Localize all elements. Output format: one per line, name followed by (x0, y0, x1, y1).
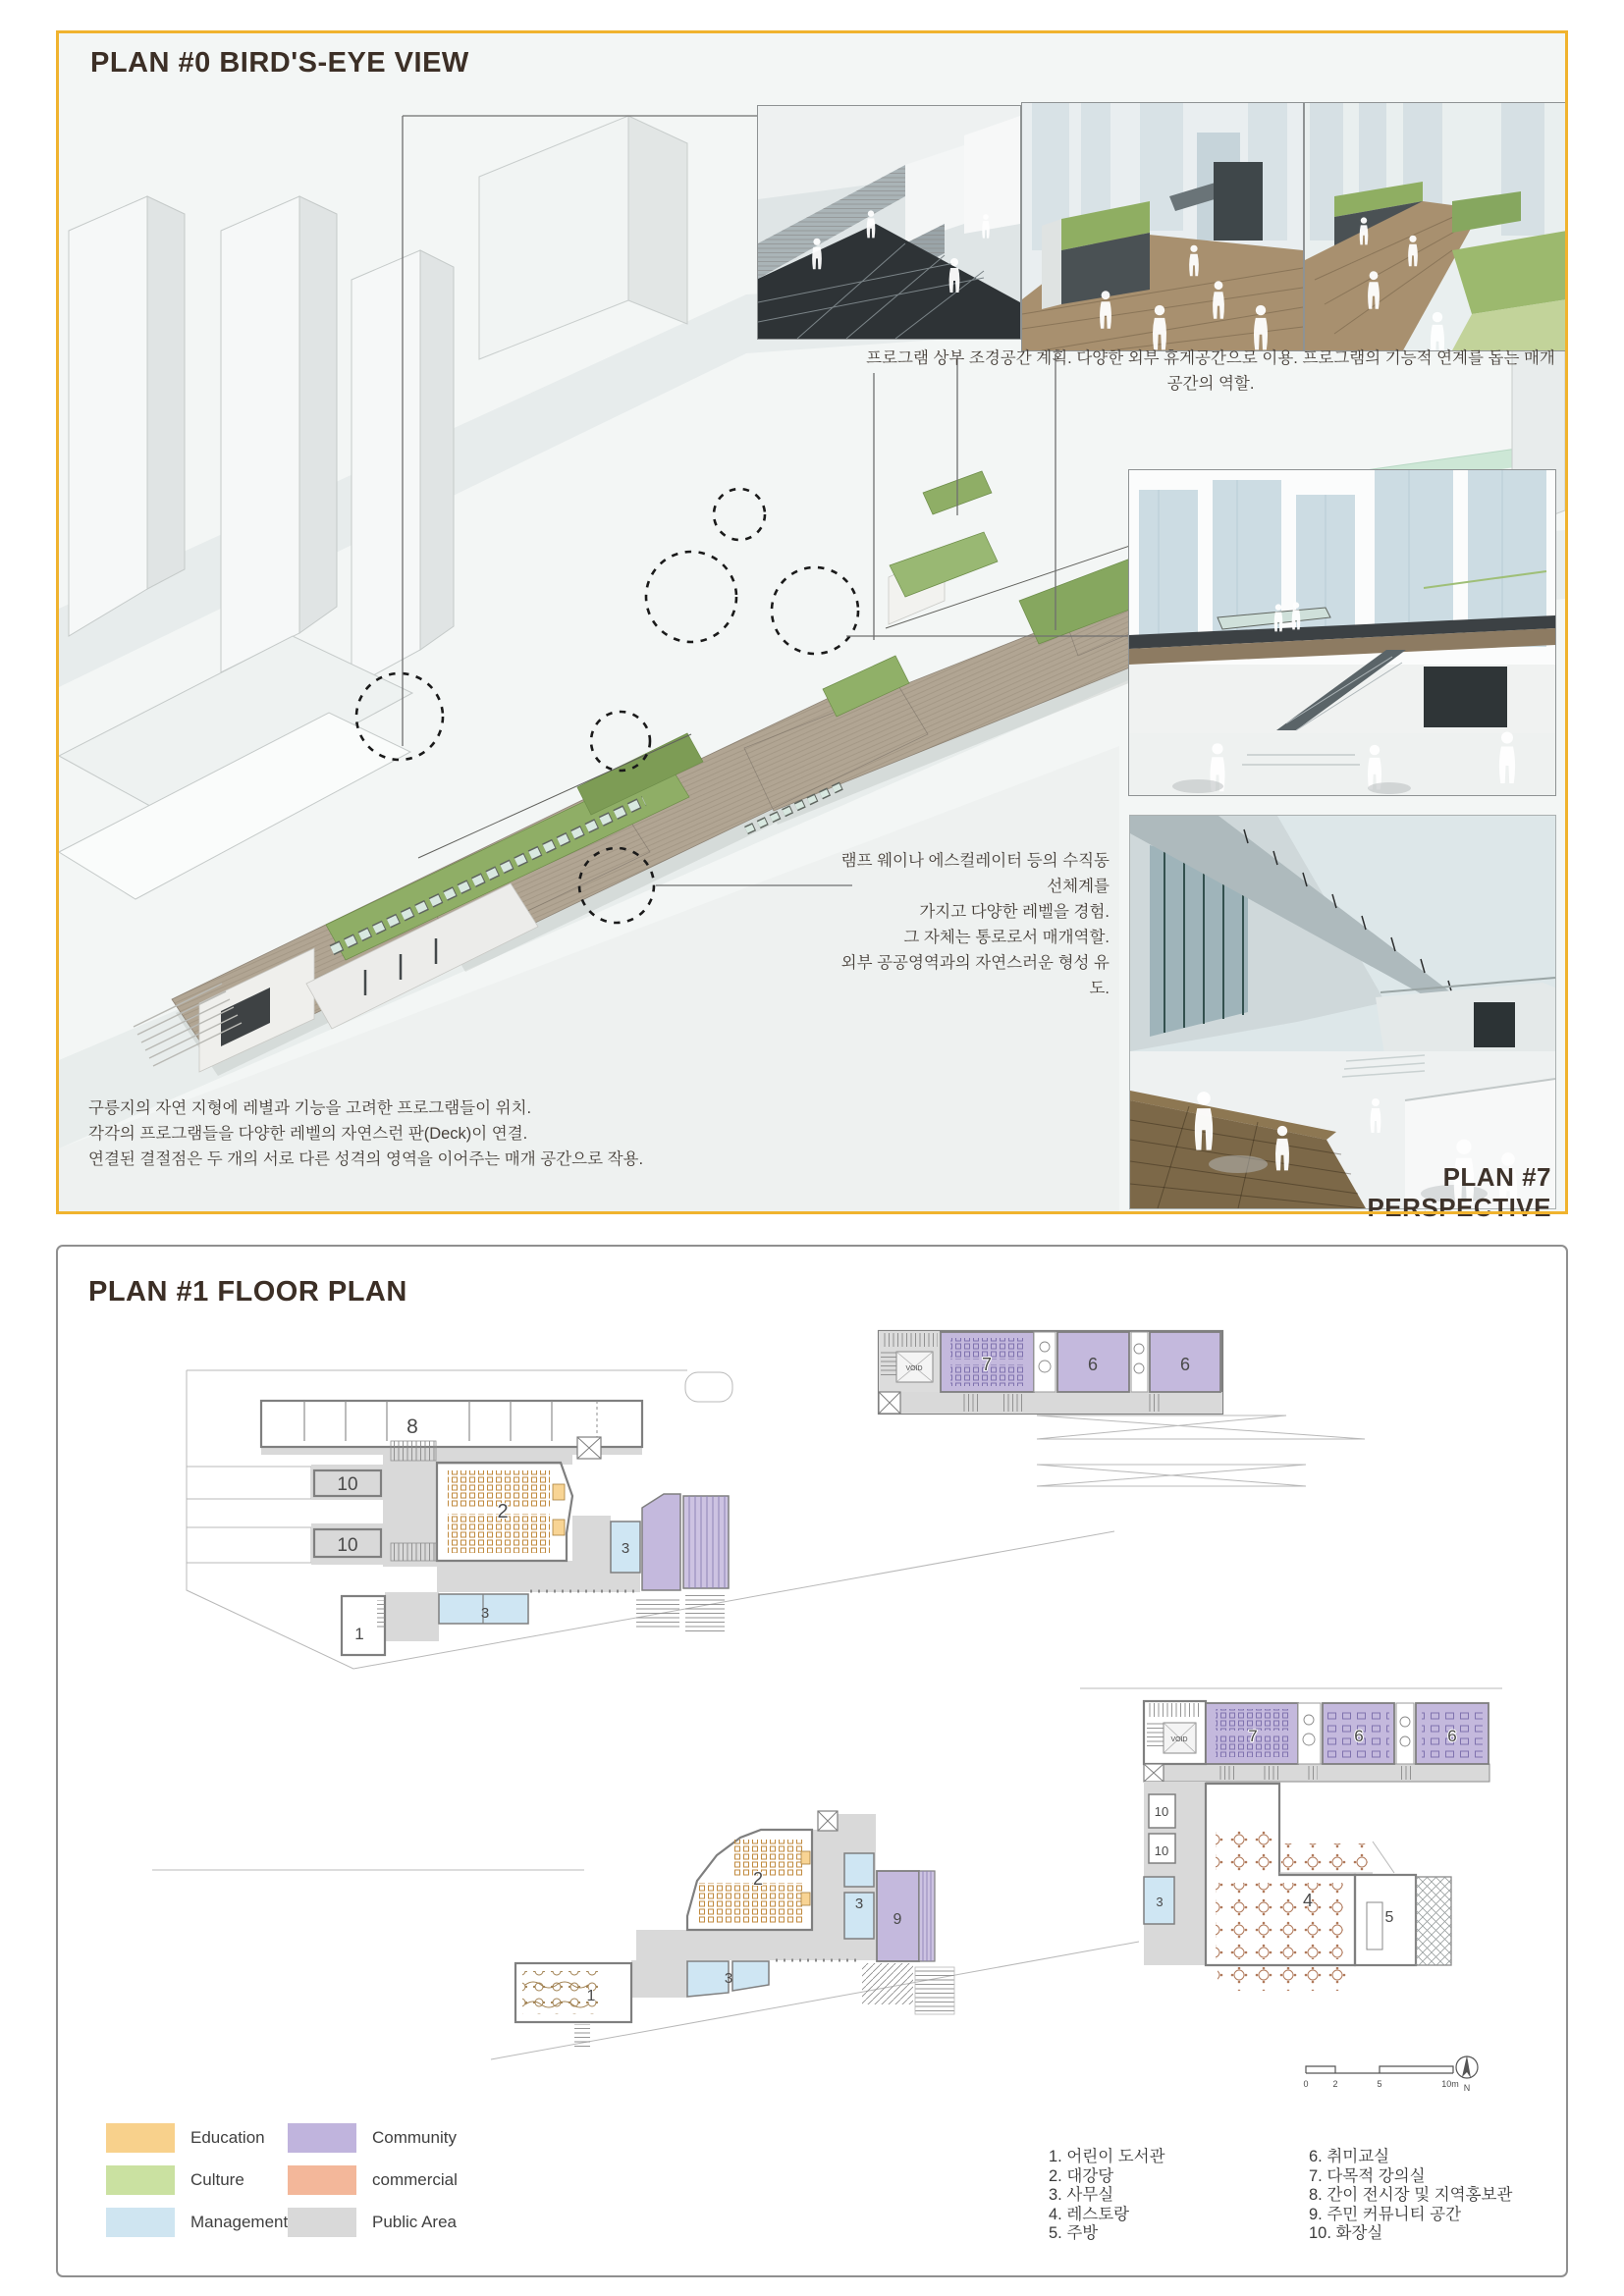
auditorium (437, 1463, 572, 1561)
room-label-10: 10 (337, 1474, 358, 1495)
site-lines (1037, 1415, 1365, 1486)
legend-swatch (288, 2208, 356, 2237)
room-key-col2 (1309, 2148, 1564, 2244)
scale-tick: 0 (1303, 2079, 1309, 2089)
north-arrow-icon (1456, 2056, 1478, 2093)
room-label-3: 3 (724, 1970, 733, 1987)
legend-label: Community (372, 2128, 457, 2147)
room-label-6: 6 (1447, 1727, 1457, 1745)
scale-bar (1303, 2066, 1458, 2089)
legend-swatch (288, 2123, 356, 2153)
lecture-room-7 (1206, 1703, 1298, 1764)
key-item: 7. 다목적 강의실 (1309, 2166, 1426, 2185)
key-item: 10. 화장실 (1309, 2224, 1383, 2242)
office-room (611, 1522, 640, 1573)
key-item: 6. 취미교실 (1309, 2148, 1390, 2165)
legend-swatch (288, 2165, 356, 2195)
room-label-6: 6 (1087, 1355, 1099, 1374)
room-label-8: 8 (406, 1415, 418, 1438)
room-label-6: 6 (1179, 1355, 1191, 1374)
lattice-shaft (1416, 1877, 1451, 1965)
ramp-note (830, 848, 1110, 1001)
room-label-6: 6 (1354, 1727, 1364, 1745)
inset-escalator (1128, 469, 1556, 796)
room-label-5: 5 (1384, 1909, 1394, 1926)
room-label-7: 7 (981, 1355, 993, 1374)
elevator-icon (879, 1392, 900, 1414)
room-label-10: 10 (1154, 1804, 1169, 1819)
upper-right-block (879, 1331, 1365, 1486)
kitchen (1355, 1875, 1416, 1965)
hobby-room-6 (1150, 1332, 1220, 1392)
legend-swatch (106, 2165, 175, 2195)
legend-item-culture (106, 2165, 244, 2195)
inset-deck-greenbox (1021, 102, 1304, 351)
stair (391, 1543, 436, 1561)
office-rooms (844, 1853, 874, 1939)
service-gap (1396, 1703, 1414, 1764)
key-item: 2. 대강당 (1049, 2166, 1114, 2185)
room-label-1: 1 (586, 1988, 596, 2004)
legend-label: Public Area (372, 2213, 457, 2231)
key-item: 9. 주민 커뮤니티 공간 (1309, 2205, 1462, 2223)
lower-floor-plan (152, 1811, 1139, 2059)
ramp-note-line: 램프 웨이나 에스컬레이터 등의 수직동선체계를 (840, 852, 1110, 895)
site-note (88, 1095, 677, 1172)
lecture-room-7 (941, 1332, 1034, 1392)
room-label-3: 3 (854, 1896, 864, 1912)
legend-item-commercial (288, 2165, 458, 2195)
hobby-room-6 (1323, 1703, 1394, 1764)
lower-right-block (1144, 1701, 1489, 1991)
legend-label: Education (190, 2128, 265, 2147)
legend-swatch (106, 2208, 175, 2237)
legend-swatch (106, 2123, 175, 2153)
office-room (1144, 1877, 1174, 1924)
room-label-1: 1 (354, 1625, 364, 1643)
management-rooms-lower (687, 1961, 769, 1997)
site-note-line: 구릉지의 자연 지형에 레별과 기능을 고려한 프로그램들이 위치. (88, 1099, 532, 1117)
key-item: 5. 주방 (1049, 2224, 1099, 2242)
room-label-9: 9 (893, 1911, 902, 1928)
room-label-7: 7 (1248, 1727, 1258, 1745)
auditorium-lower (687, 1830, 812, 1930)
void-shaft (1164, 1723, 1196, 1753)
legend-label: Culture (190, 2170, 244, 2189)
elevator-icon (1144, 1764, 1164, 1782)
service-gap (1131, 1332, 1148, 1392)
key-item: 8. 간이 전시장 및 지역홍보관 (1309, 2186, 1513, 2204)
room-label-3: 3 (1156, 1895, 1164, 1909)
room-label-2: 2 (752, 1869, 764, 1889)
inset-stair-interior (757, 105, 1021, 340)
ramp-note-line: 가지고 다양한 레벨을 경험. (919, 903, 1110, 921)
elevator-icon (818, 1811, 838, 1831)
scale-tick: 10m (1441, 2079, 1459, 2089)
void-shaft (896, 1352, 933, 1382)
north-label: N (1463, 2083, 1471, 2093)
void-label: VOID (1170, 1736, 1188, 1743)
ramp-note-line: 외부 공공영역과의 자연스러운 형성 유도. (840, 954, 1110, 997)
site-note-line: 연결된 결절점은 두 개의 서로 다른 성격의 영역을 이어주는 매개 공간으로 작용. (88, 1150, 644, 1168)
void-label: VOID (905, 1365, 923, 1372)
legend-item-public-area (288, 2208, 457, 2237)
legend-item-education (106, 2123, 265, 2153)
service-gap (1298, 1703, 1321, 1764)
legend-label: commercial (372, 2170, 458, 2189)
room-label-2: 2 (497, 1501, 509, 1522)
library-room-lower (515, 1963, 631, 2022)
scale-tick: 5 (1377, 2079, 1382, 2089)
community-zone (642, 1494, 729, 1590)
site-note-line: 각각의 프로그램들을 다양한 레벨의 자연스런 판(Deck)이 연결. (88, 1125, 528, 1143)
room-label-4: 4 (1302, 1891, 1314, 1910)
floor-plans (58, 1247, 1566, 2273)
room-label-10: 10 (1154, 1843, 1169, 1858)
external-stairs (636, 1592, 725, 1633)
legend-item-community (288, 2123, 457, 2153)
service-gap (1034, 1332, 1056, 1392)
room-label-10: 10 (337, 1535, 358, 1556)
scale-tick: 2 (1332, 2079, 1338, 2089)
inset-deck-grass (1304, 102, 1568, 351)
restaurant (1206, 1784, 1355, 1965)
room-label-3: 3 (621, 1540, 630, 1557)
hobby-room-6 (1416, 1703, 1489, 1764)
key-item: 4. 레스토랑 (1049, 2205, 1130, 2223)
ramp-note-line: 그 자체는 통로로서 매개역할. (903, 929, 1110, 946)
library-room (342, 1596, 385, 1655)
hobby-room-6 (1057, 1332, 1129, 1392)
panel1-title: PLAN #1 FLOOR PLAN (88, 1276, 407, 1308)
key-item: 1. 어린이 도서관 (1049, 2148, 1165, 2165)
key-item: 3. 사무실 (1049, 2186, 1114, 2204)
management-rooms (439, 1594, 528, 1624)
perspective-label: PLAN #7 PERSPECTIVE (1367, 1162, 1551, 1222)
elevator-icon (577, 1437, 601, 1459)
legend-item-management (106, 2208, 288, 2237)
room-label-3: 3 (480, 1605, 490, 1622)
legend-label: Management (190, 2213, 289, 2231)
upper-floor-plan (187, 1370, 1502, 1688)
room-key-col1 (1049, 2148, 1304, 2244)
community-room-9 (877, 1871, 935, 1961)
top-insets-caption: 프로그램 상부 조경공간 계획. 다양한 외부 휴게공간으로 이용. 프로그램의 기능적 연계를 돕는 매개공간의 역할. (866, 349, 1555, 393)
inset-ramp-perspective (1129, 815, 1556, 1209)
panel0-title: PLAN #0 BIRD'S-EYE VIEW (90, 47, 469, 79)
